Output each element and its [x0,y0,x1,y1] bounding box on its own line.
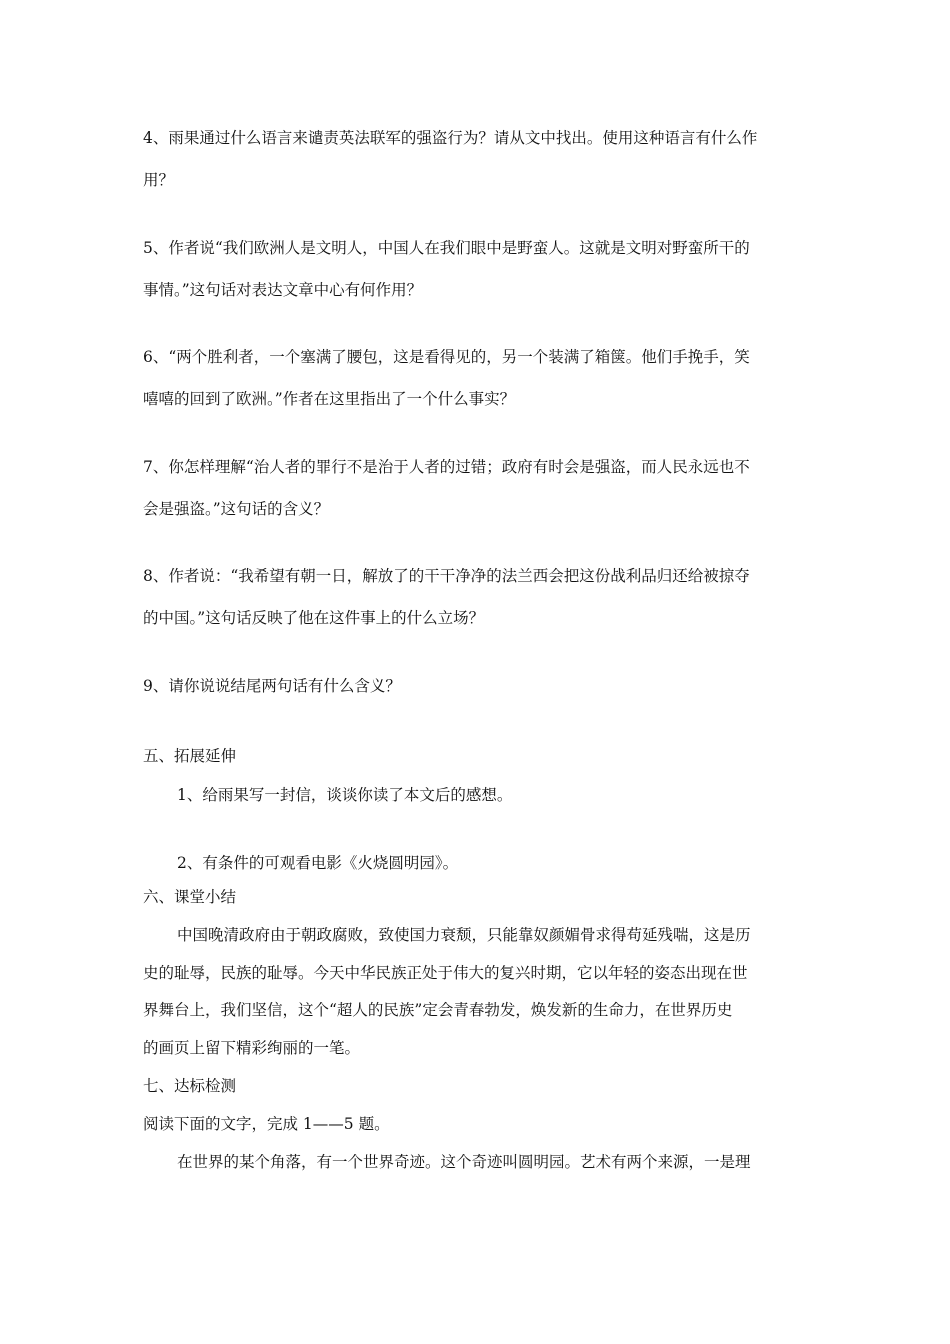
question-7-line-2: 会是强盗。”这句话的含义？ [143,500,330,518]
question-5-line-1: 5、作者说“我们欧洲人是文明人，中国人在我们眼中是野蛮人。这就是文明对野蛮所干的 [143,239,750,257]
section-7-instruction: 阅读下面的文字，完成 1——5 题。 [143,1115,390,1133]
section-5-item-1: 1、给雨果写一封信，谈谈你读了本文后的感想。 [177,786,513,804]
question-8-line-1: 8、作者说：“我希望有朝一日，解放了的干干净净的法兰西会把这份战利品归还给被掠夺 [143,567,750,585]
section-7-paragraph-line-1: 在世界的某个角落，有一个世界奇迹。这个奇迹叫圆明园。艺术有两个来源，一是理 [177,1153,751,1171]
question-8-line-2: 的中国。”这句话反映了他在这件事上的什么立场？ [143,609,485,627]
question-9-line-1: 9、请你说说结尾两句话有什么含义？ [143,677,401,695]
section-7-heading: 七、达标检测 [143,1077,237,1095]
section-5-item-2: 2、有条件的可观看电影《火烧圆明园》。 [177,854,459,872]
section-6-paragraph-line-1: 中国晚清政府由于朝政腐败，致使国力衰颓，只能靠奴颜媚骨求得苟延残喘，这是历 [177,926,751,944]
question-6-line-1: 6、“两个胜利者，一个塞满了腰包，这是看得见的，另一个装满了箱箧。他们手挽手，笑 [143,348,750,366]
question-7-line-1: 7、你怎样理解“治人者的罪行不是治于人者的过错；政府有时会是强盗，而人民永远也不 [143,458,750,476]
question-4-line-1: 4、雨果通过什么语言来谴责英法联军的强盗行为？请从文中找出。使用这种语言有什么作 [143,129,758,147]
section-6-heading: 六、课堂小结 [143,888,237,906]
section-5-heading: 五、拓展延伸 [143,747,237,765]
question-5-line-2: 事情。”这句话对表达文章中心有何作用？ [143,281,423,299]
section-6-paragraph-line-2: 史的耻辱，民族的耻辱。今天中华民族正处于伟大的复兴时期，它以年轻的姿态出现在世 [143,964,748,982]
section-6-paragraph-line-4: 的画页上留下精彩绚丽的一笔。 [143,1039,361,1057]
question-4-line-2: 用？ [143,171,175,189]
question-6-line-2: 嘻嘻的回到了欧洲。”作者在这里指出了一个什么事实？ [143,390,516,408]
section-6-paragraph-line-3: 界舞台上，我们坚信，这个“超人的民族”定会青春勃发，焕发新的生命力，在世界历史 [143,1001,733,1019]
